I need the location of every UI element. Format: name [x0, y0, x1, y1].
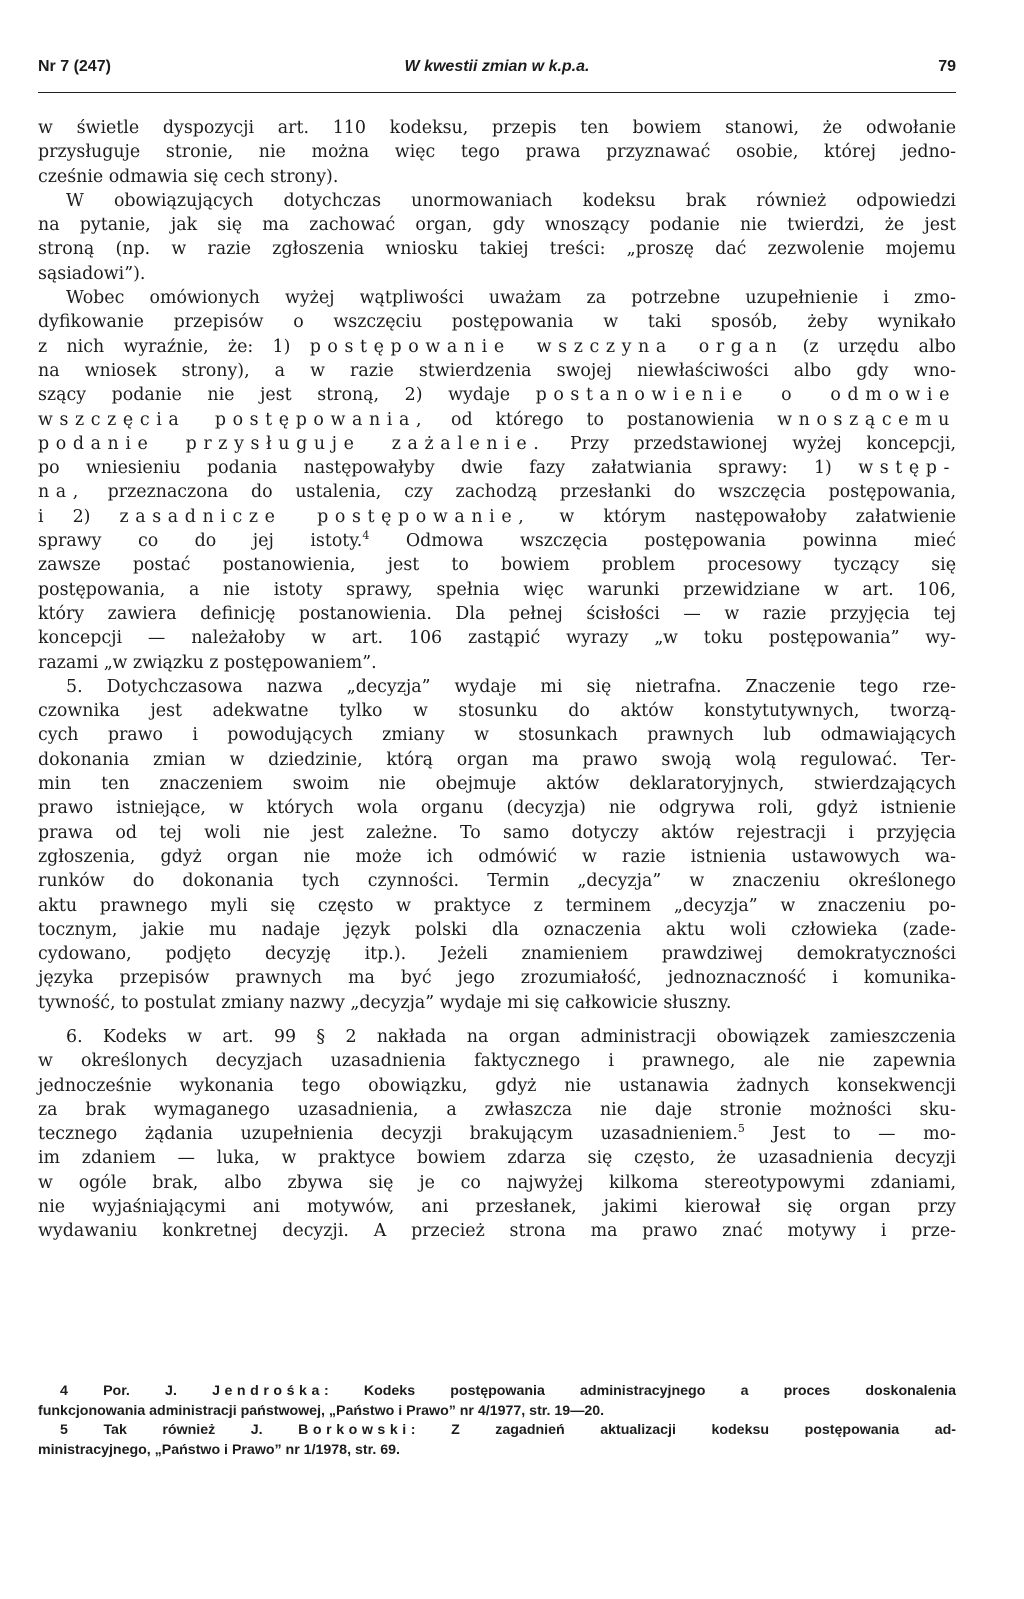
- text-line: dyfikowanie przepisów o wszczęciu postępowania w taki sposób, żeby wynikało: [38, 312, 956, 333]
- footnote-line: funkcjonowania administracji państwowej, „Państwo i Prawo” nr 4/1977, str. 19—20.: [38, 1402, 605, 1419]
- spaced-emphasis: wnoszącemu: [777, 409, 956, 430]
- text-line: tywność, to postulat zmiany nazwy „decyzja” wydaje mi się całkowicie słuszny.: [38, 992, 732, 1013]
- footnotes: [38, 1382, 956, 1460]
- text-line: cych prawo i powodujących zmiany w stosunkach prawnych lub odmawiających: [38, 725, 956, 746]
- spaced-emphasis: wszczęcia postępowania,: [38, 409, 429, 430]
- footnote-line: [38, 1421, 956, 1441]
- footnote-line: ministracyjnego, „Państwo i Prawo” nr 1/1978, str. 69.: [38, 1441, 400, 1458]
- text-line: [38, 1122, 956, 1146]
- text-run: sprawy co do jej istoty.: [38, 531, 363, 552]
- text-line: koncepcji — należałoby w art. 106 zastąpić wyrazy „w toku postępowania” wy-: [38, 628, 956, 649]
- spaced-emphasis: wstęp-: [858, 458, 956, 479]
- text-line: 5. Dotychczasowa nazwa „decyzja” wydaje mi się nietrafna. Znaczenie tego rze-: [66, 676, 956, 697]
- text-run: Przy przedstawionej wyżej koncepcji,: [545, 433, 956, 454]
- text-line: cześnie odmawia się cech strony).: [38, 166, 339, 187]
- text-line: 6. Kodeks w art. 99 § 2 nakłada na organ administracji obowiązek zamieszczenia: [66, 1026, 956, 1047]
- text-run: (z urzędu albo: [783, 336, 956, 357]
- text-line: prawa od tej woli nie jest zależne. To samo dotyczy aktów rejestracji i przyjęcia: [38, 822, 956, 843]
- text-line: za brak wymaganego uzasadnienia, a zwłaszcza nie daje stronie możności sku-: [38, 1099, 956, 1120]
- running-header: [38, 46, 956, 80]
- text-line: [38, 456, 956, 480]
- spaced-author: Borkowski: [298, 1422, 411, 1439]
- article-body: [38, 116, 956, 1244]
- text-run: z nich wyraźnie, że: 1): [38, 336, 310, 357]
- text-run: po wniesieniu podania następowałyby dwie fazy załatwiania sprawy: 1): [38, 458, 859, 479]
- text-line: [38, 432, 956, 456]
- spaced-emphasis: podanie przysługuje zażalenie.: [38, 433, 546, 454]
- text-line: w określonych decyzjach uzasadnienia faktycznego i prawnego, ale nie zapewnia: [38, 1051, 956, 1072]
- spaced-author: Jendrośka: [212, 1383, 324, 1399]
- text-line: Wobec omówionych wyżej wątpliwości uważam za potrzebne uzupełnienie i zmo-: [66, 288, 956, 309]
- header-rule: [38, 92, 956, 93]
- spaced-emphasis: postanowienie o odmowie: [535, 385, 956, 406]
- text-run: i 2): [38, 506, 120, 527]
- text-line: który zawiera definicję postanowienia. Dla pełnej ścisłości — w razie przyjęcia tej: [38, 603, 956, 624]
- page-number: 79: [938, 58, 956, 75]
- text-line: jednocześnie wykonania tego obowiązku, gdyż nie ustanawia żadnych konsekwencji: [38, 1075, 956, 1096]
- text-run: w którym następowałoby załatwienie: [530, 506, 957, 527]
- text-line: sąsiadowi”).: [38, 263, 146, 284]
- text-line: cydowano, podjęto decyzję itp.). Jeżeli znamieniem prawdziwej demokratyczności: [38, 944, 956, 965]
- footnote-marker: 4: [362, 529, 370, 543]
- text-line: na wniosek strony), a w razie stwierdzenia swojej niewłaściwości albo gdy wno-: [38, 360, 956, 381]
- running-title: W kwestii zmian w k.p.a.: [404, 58, 590, 75]
- text-line: na pytanie, jak się ma zachować organ, gdy wnoszący podanie nie twierdzi, że jest: [38, 215, 956, 236]
- text-run: od którego to postanowienia: [428, 409, 778, 430]
- text-run: : Z zagadnień aktualizacji kodeksu postępowania ad-: [410, 1422, 956, 1439]
- text-line: [38, 505, 956, 529]
- text-line: im zdaniem — luka, w praktyce bowiem zdarza się często, że uzasadnienia decyzji: [38, 1148, 956, 1169]
- text-line: czownika jest adekwatne tylko w stosunku do aktów konstytutywnych, tworzą-: [38, 701, 956, 722]
- spaced-emphasis: postępowanie wszczyna organ: [309, 336, 784, 357]
- spaced-emphasis: na,: [38, 482, 85, 503]
- text-run: : Kodeks postępowania administracyjnego a proces doskonalenia: [323, 1383, 956, 1399]
- text-line: min ten znaczeniem swoim nie obejmuje aktów deklaratoryjnych, stwierdzających: [38, 774, 956, 795]
- spaced-emphasis: zasadnicze postępowanie,: [119, 506, 531, 527]
- text-line: postępowania, a nie istoty sprawy, spełnia więc warunki przewidziane w art. 106,: [38, 579, 956, 600]
- text-line: zawsze postać postanowienia, jest to bowiem problem procesowy tyczący się: [38, 555, 956, 576]
- text-line: nie wyjaśniającymi ani motywów, ani przesłanek, jakimi kierował się organ przy: [38, 1197, 956, 1218]
- text-line: aktu prawnego myli się często w praktyce z terminem „decyzja” w znaczeniu po-: [38, 895, 956, 916]
- text-line: [38, 335, 956, 359]
- text-run: przeznaczona do ustalenia, czy zachodzą przesłanki do wszczęcia postępowania,: [84, 482, 956, 503]
- footnote-marker: 5: [737, 1122, 745, 1136]
- text-line: dokonania zmian w dziedzinie, którą organ ma prawo swoją wolą regulować. Ter-: [38, 749, 956, 770]
- text-line: zgłoszenia, gdyż organ nie może ich odmówić w razie istnienia ustawowych wa-: [38, 846, 956, 867]
- text-line: W obowiązujących dotychczas unormowaniach kodeksu brak również odpowiedzi: [66, 190, 956, 211]
- text-line: wydawaniu konkretnej decyzji. A przecież strona ma prawo znać motywy i prze-: [38, 1221, 956, 1242]
- text-line: [38, 529, 956, 553]
- text-line: przysługuje stronie, nie można więc tego prawa przyznawać osobie, której jedno-: [38, 142, 956, 163]
- text-run: Jest to — mo-: [744, 1124, 956, 1145]
- text-line: razami „w związku z postępowaniem”.: [38, 652, 377, 673]
- text-line: [38, 408, 956, 432]
- text-line: w świetle dyspozycji art. 110 kodeksu, przepis ten bowiem stanowi, że odwołanie: [38, 118, 956, 138]
- text-line: runków do dokonania tych czynności. Termin „decyzja” w znaczeniu określonego: [38, 871, 956, 892]
- text-line: tocznym, jakie mu nadaje język polski dla oznaczenia aktu woli człowieka (zade-: [38, 919, 956, 940]
- text-run: tecznego żądania uzupełnienia decyzji brakującym uzasadnieniem.: [38, 1124, 738, 1145]
- text-run: szący podanie nie jest stroną, 2) wydaje: [38, 385, 536, 406]
- footnote-line: [38, 1382, 956, 1402]
- text-run: Odmowa wszczęcia postępowania powinna mieć: [369, 531, 956, 552]
- issue-number: Nr 7 (247): [38, 58, 111, 75]
- text-line: stroną (np. w razie zgłoszenia wniosku takiej treści: „proszę dać zezwolenie mojemu: [38, 239, 956, 260]
- text-line: języka przepisów prawnych ma być jego zrozumiałość, jednoznaczność i komunika-: [38, 968, 956, 989]
- text-line: [38, 383, 956, 407]
- text-run: 4 Por. J.: [60, 1383, 213, 1399]
- text-run: 5 Tak również J.: [60, 1422, 299, 1439]
- text-line: prawo istniejące, w których wola organu (decyzja) nie odgrywa roli, gdyż istnienie: [38, 798, 956, 819]
- text-line: w ogóle brak, albo zbywa się je co najwyżej kilkoma stereotypowymi zdaniami,: [38, 1172, 956, 1193]
- text-line: [38, 480, 956, 504]
